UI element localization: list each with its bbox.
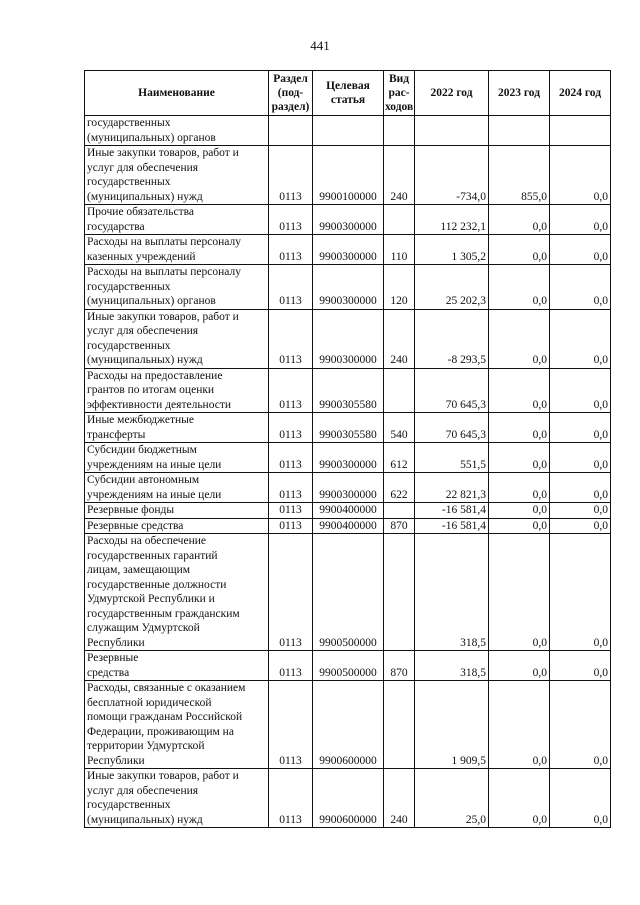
cell-year-2023: 0,0 [489, 681, 550, 769]
cell-year-2024: 0,0 [550, 503, 611, 519]
cell-section: 0113 [269, 235, 313, 265]
cell-name: Субсидии автономным учреждениям на иные цели [85, 473, 269, 503]
cell-target: 9900300000 [313, 265, 384, 310]
table-row [85, 503, 611, 519]
cell-year-2022: 318,5 [415, 534, 489, 651]
cell-name: Расходы на обеспечение государственных гарантий лицам, замещающим государственные должности Удмуртской Республики и государственным гражданским служащим Удмуртской Республики [85, 534, 269, 651]
table-row [85, 205, 611, 235]
cell-year-2022: 25 202,3 [415, 265, 489, 310]
cell-section: 0113 [269, 368, 313, 413]
cell-year-2022: -16 581,4 [415, 518, 489, 534]
cell-target: 9900300000 [313, 309, 384, 368]
table-body [85, 116, 611, 828]
cell-name: Расходы на предоставление грантов по итогам оценки эффективности деятельности [85, 368, 269, 413]
cell-name: Иные закупки товаров, работ и услуг для обеспечения государственных (муниципальных) нужд [85, 769, 269, 828]
cell-year-2024: 0,0 [550, 235, 611, 265]
cell-year-2022 [415, 116, 489, 146]
cell-name: Расходы на выплаты персоналу казенных учреждений [85, 235, 269, 265]
cell-expense-type [384, 205, 415, 235]
cell-name: Резервные средства [85, 518, 269, 534]
cell-year-2022: 70 645,3 [415, 413, 489, 443]
cell-target: 9900600000 [313, 681, 384, 769]
cell-expense-type [384, 534, 415, 651]
cell-name: Расходы на выплаты персоналу государственных (муниципальных) органов [85, 265, 269, 310]
table-row [85, 681, 611, 769]
cell-target: 9900300000 [313, 205, 384, 235]
cell-year-2023: 0,0 [489, 769, 550, 828]
cell-target: 9900305580 [313, 413, 384, 443]
budget-table [84, 70, 611, 828]
cell-year-2022: 1 305,2 [415, 235, 489, 265]
cell-section: 0113 [269, 146, 313, 205]
cell-year-2024 [550, 116, 611, 146]
header-year-2023: 2023 год [489, 71, 550, 116]
cell-year-2022: 22 821,3 [415, 473, 489, 503]
cell-year-2024: 0,0 [550, 413, 611, 443]
table-row [85, 413, 611, 443]
cell-expense-type: 110 [384, 235, 415, 265]
cell-year-2024: 0,0 [550, 265, 611, 310]
cell-year-2023: 0,0 [489, 518, 550, 534]
table-row [85, 116, 611, 146]
table-header-row [85, 71, 611, 116]
cell-year-2023: 0,0 [489, 265, 550, 310]
cell-year-2024: 0,0 [550, 651, 611, 681]
cell-year-2022: 112 232,1 [415, 205, 489, 235]
cell-expense-type [384, 368, 415, 413]
cell-year-2023: 0,0 [489, 368, 550, 413]
cell-year-2024: 0,0 [550, 769, 611, 828]
cell-section [269, 116, 313, 146]
cell-expense-type: 612 [384, 443, 415, 473]
cell-expense-type [384, 116, 415, 146]
cell-target: 9900300000 [313, 473, 384, 503]
table-row [85, 146, 611, 205]
cell-section: 0113 [269, 503, 313, 519]
header-expense-type: Вид рас- ходов [384, 71, 415, 116]
cell-target: 9900500000 [313, 534, 384, 651]
cell-year-2023: 0,0 [489, 413, 550, 443]
cell-expense-type: 240 [384, 146, 415, 205]
table-row [85, 651, 611, 681]
cell-expense-type: 540 [384, 413, 415, 443]
cell-section: 0113 [269, 205, 313, 235]
cell-year-2024: 0,0 [550, 518, 611, 534]
cell-section: 0113 [269, 769, 313, 828]
page-number: 441 [310, 38, 330, 53]
cell-year-2022: 25,0 [415, 769, 489, 828]
cell-year-2022: -8 293,5 [415, 309, 489, 368]
table-row [85, 265, 611, 310]
cell-year-2023: 855,0 [489, 146, 550, 205]
header-section: Раздел (под- раздел) [269, 71, 313, 116]
cell-year-2024: 0,0 [550, 443, 611, 473]
cell-target: 9900300000 [313, 443, 384, 473]
cell-target: 9900400000 [313, 503, 384, 519]
cell-section: 0113 [269, 534, 313, 651]
cell-year-2024: 0,0 [550, 681, 611, 769]
cell-name: Иные закупки товаров, работ и услуг для обеспечения государственных (муниципальных) нужд [85, 309, 269, 368]
cell-section: 0113 [269, 518, 313, 534]
cell-expense-type [384, 681, 415, 769]
cell-name: Иные закупки товаров, работ и услуг для обеспечения государственных (муниципальных) нужд [85, 146, 269, 205]
cell-year-2023 [489, 116, 550, 146]
cell-name: Резервные средства [85, 651, 269, 681]
table-row [85, 309, 611, 368]
cell-expense-type: 870 [384, 518, 415, 534]
header-year-2024: 2024 год [550, 71, 611, 116]
cell-year-2024: 0,0 [550, 205, 611, 235]
table-row [85, 235, 611, 265]
cell-year-2023: 0,0 [489, 205, 550, 235]
cell-expense-type: 240 [384, 309, 415, 368]
cell-year-2024: 0,0 [550, 534, 611, 651]
cell-name: государственных (муниципальных) органов [85, 116, 269, 146]
cell-name: Иные межбюджетные трансферты [85, 413, 269, 443]
table-row [85, 368, 611, 413]
cell-year-2022: 318,5 [415, 651, 489, 681]
cell-year-2023: 0,0 [489, 473, 550, 503]
cell-year-2022: 551,5 [415, 443, 489, 473]
table-row [85, 518, 611, 534]
header-year-2022: 2022 год [415, 71, 489, 116]
cell-target: 9900500000 [313, 651, 384, 681]
cell-target: 9900100000 [313, 146, 384, 205]
cell-year-2023: 0,0 [489, 651, 550, 681]
cell-section: 0113 [269, 413, 313, 443]
cell-year-2022: 70 645,3 [415, 368, 489, 413]
cell-year-2022: 1 909,5 [415, 681, 489, 769]
cell-section: 0113 [269, 473, 313, 503]
cell-name: Расходы, связанные с оказанием бесплатной юридической помощи гражданам Российской Федерации, проживающим на территории Удмуртской Республики [85, 681, 269, 769]
cell-expense-type: 622 [384, 473, 415, 503]
header-target: Целевая статья [313, 71, 384, 116]
cell-target [313, 116, 384, 146]
cell-year-2023: 0,0 [489, 235, 550, 265]
cell-year-2024: 0,0 [550, 146, 611, 205]
cell-name: Субсидии бюджетным учреждениям на иные цели [85, 443, 269, 473]
cell-year-2022: -734,0 [415, 146, 489, 205]
cell-section: 0113 [269, 681, 313, 769]
cell-year-2022: -16 581,4 [415, 503, 489, 519]
cell-year-2023: 0,0 [489, 443, 550, 473]
cell-target: 9900305580 [313, 368, 384, 413]
cell-year-2023: 0,0 [489, 503, 550, 519]
cell-section: 0113 [269, 309, 313, 368]
cell-year-2024: 0,0 [550, 309, 611, 368]
cell-year-2024: 0,0 [550, 368, 611, 413]
cell-expense-type [384, 503, 415, 519]
cell-target: 9900600000 [313, 769, 384, 828]
cell-year-2023: 0,0 [489, 534, 550, 651]
cell-year-2023: 0,0 [489, 309, 550, 368]
cell-section: 0113 [269, 443, 313, 473]
cell-year-2024: 0,0 [550, 473, 611, 503]
cell-section: 0113 [269, 651, 313, 681]
cell-target: 9900400000 [313, 518, 384, 534]
table-row [85, 769, 611, 828]
table-row [85, 473, 611, 503]
cell-section: 0113 [269, 265, 313, 310]
cell-target: 9900300000 [313, 235, 384, 265]
table-row [85, 443, 611, 473]
table-row [85, 534, 611, 651]
cell-expense-type: 240 [384, 769, 415, 828]
cell-name: Прочие обязательства государства [85, 205, 269, 235]
cell-expense-type: 870 [384, 651, 415, 681]
header-name: Наименование [85, 71, 269, 116]
cell-name: Резервные фонды [85, 503, 269, 519]
cell-expense-type: 120 [384, 265, 415, 310]
